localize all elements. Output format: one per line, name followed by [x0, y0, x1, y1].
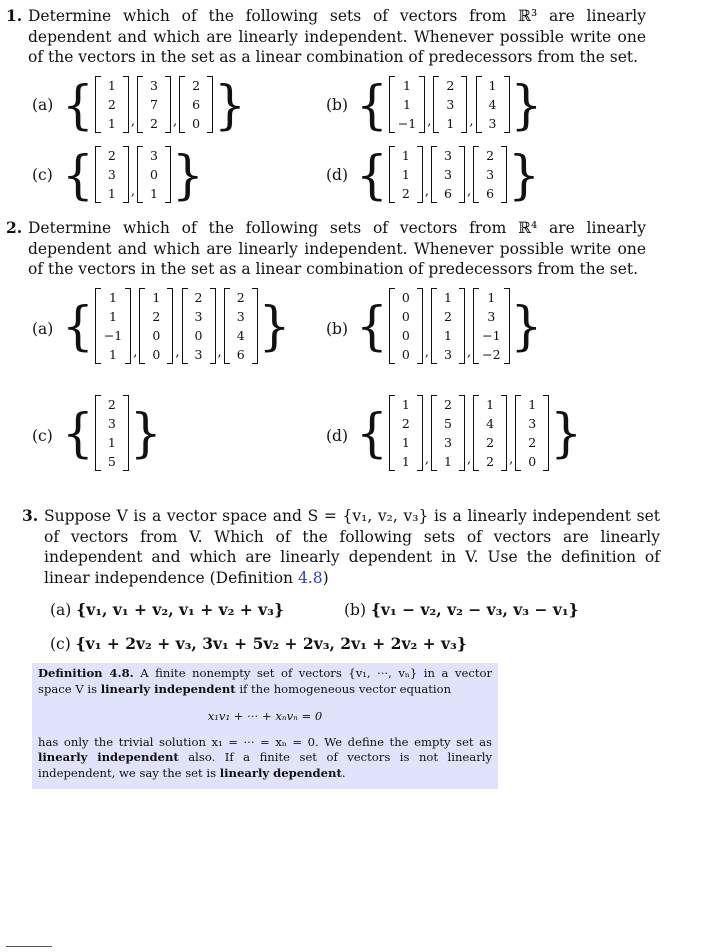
vector-entry: 1: [403, 78, 411, 93]
vector-entry: 7: [149, 97, 158, 112]
definition-term: linearly independent: [100, 681, 236, 696]
definition-term: linearly dependent: [219, 765, 342, 780]
vector-entry: 2: [152, 309, 161, 324]
vector-entry: 1: [401, 167, 410, 182]
definition-title: Definition 4.8.: [38, 666, 134, 680]
vector-entry: 2: [486, 454, 495, 469]
definition-intro: A finite nonempty set of vectors {v₁, ···, vₙ} in a vector space V is: [38, 666, 493, 696]
column-vector: [389, 146, 423, 203]
column-vector: [95, 288, 131, 364]
vector-set: [62, 146, 204, 203]
problem-text: Determine which of the following sets of vectors from ℝ⁴ are linearly dependent and which are linearly independent. Whenever possible write one of the vectors in the set as a linear combination of predecessors from the set.: [28, 219, 646, 278]
right-brace: }: [510, 74, 543, 135]
vector-entry: 1: [401, 454, 410, 469]
vector-entry: 1: [443, 328, 452, 343]
vector-entry: 3: [149, 78, 158, 93]
left-brace: {: [62, 295, 94, 357]
separator-comma: ,: [509, 452, 514, 467]
vector-entry: 3: [149, 148, 158, 163]
separator-comma: ,: [466, 452, 472, 467]
vector-entry: 1: [152, 290, 161, 305]
vector-entry: 1: [488, 78, 497, 93]
vector-entry: 1: [107, 116, 116, 131]
vector-set: [356, 395, 582, 471]
separator-comma: ,: [175, 345, 180, 360]
right-brace: }: [508, 144, 540, 205]
p3-c: [50, 634, 467, 653]
sub-label: (a): [50, 601, 72, 619]
p3-b: [344, 600, 579, 619]
column-vector: [95, 146, 129, 203]
vector-entry: 1: [443, 454, 452, 469]
sub-label: (a): [32, 96, 54, 114]
column-vector: [182, 288, 216, 364]
definition-link[interactable]: 4.8: [297, 568, 323, 587]
vector-entry: 2: [107, 148, 116, 163]
left-brace: {: [356, 402, 388, 464]
vector-entry: 3: [488, 116, 497, 131]
vector-set: [62, 76, 246, 133]
problem-text: [44, 506, 660, 588]
vector-entry: −1: [482, 328, 501, 343]
vector-entry: 1: [401, 397, 410, 412]
vector-entry: 3: [443, 435, 452, 450]
definition-term: linearly independent: [38, 750, 179, 764]
vector-entry: 1: [107, 186, 116, 201]
sub-label: (d): [326, 427, 349, 445]
vector-entry: 4: [488, 97, 497, 112]
column-vector: [433, 76, 467, 133]
column-vector: [137, 76, 171, 133]
definition-body: [32, 663, 498, 781]
problem-number: 2.: [6, 218, 23, 237]
vector-entry: 3: [528, 416, 537, 431]
vector-entry: 1: [446, 116, 455, 131]
problem-number: 3.: [22, 506, 39, 525]
right-brace: }: [214, 74, 246, 135]
separator-comma: ,: [466, 184, 472, 199]
sub-label: (b): [326, 320, 349, 338]
vector-set: [62, 395, 162, 471]
problem-2: [6, 218, 646, 280]
vector-set: [356, 288, 542, 364]
vector-entry: 0: [152, 347, 161, 362]
separator-comma: ,: [130, 114, 135, 129]
sub-label: (c): [32, 166, 53, 184]
left-brace: {: [356, 144, 388, 205]
problem-number: 1.: [6, 6, 23, 25]
problem-3: [22, 506, 660, 588]
footnote-rule: [6, 946, 52, 947]
vector-entry: 2: [149, 116, 158, 131]
vector-set-expression: {v₁ − v₂, v₂ − v₃, v₃ − v₁}: [370, 600, 579, 619]
vector-entry: 1: [109, 309, 117, 324]
vector-entry: 6: [443, 186, 452, 201]
vector-entry: −1: [397, 116, 417, 131]
vector-entry: 4: [236, 328, 245, 343]
vector-entry: 1: [486, 397, 495, 412]
column-vector: [431, 395, 465, 471]
left-brace: {: [356, 74, 388, 135]
vector-entry: 3: [107, 167, 116, 182]
sub-label: (c): [50, 635, 71, 653]
vector-entry: −2: [482, 347, 501, 362]
vector-entry: 3: [194, 347, 203, 362]
vector-entry: 4: [486, 416, 495, 431]
definition-box: [32, 663, 498, 789]
right-brace: }: [129, 402, 162, 464]
vector-entry: 3: [236, 309, 245, 324]
vector-entry: 0: [401, 290, 410, 305]
vector-entry: 6: [486, 186, 495, 201]
vector-entry: 3: [446, 97, 455, 112]
separator-comma: ,: [133, 345, 138, 360]
right-brace: }: [171, 144, 204, 205]
vector-entry: 5: [107, 454, 116, 469]
definition-intro-2: if the homogeneous vector equation: [239, 681, 452, 696]
separator-comma: ,: [172, 114, 178, 129]
vector-entry: 1: [107, 435, 116, 450]
right-brace: }: [258, 295, 291, 357]
vector-entry: 3: [107, 416, 116, 431]
separator-comma: ,: [427, 114, 432, 129]
vector-entry: 0: [401, 328, 410, 343]
vector-entry: 2: [486, 148, 495, 163]
vector-entry: 2: [443, 309, 452, 324]
column-vector: [95, 76, 129, 133]
vector-entry: 2: [443, 397, 452, 412]
definition-equation: x₁v₁ + ··· + xₙvₙ = 0: [207, 709, 323, 723]
vector-entry: 2: [528, 435, 537, 450]
vector-entry: 2: [401, 186, 410, 201]
separator-comma: ,: [424, 452, 429, 467]
vector-entry: 1: [109, 290, 117, 305]
vector-entry: 1: [443, 290, 452, 305]
vector-entry: 5: [443, 416, 452, 431]
right-brace: }: [550, 402, 583, 464]
vector-entry: 2: [107, 97, 116, 112]
definition-body-1: has only the trivial solution x₁ = ··· = xₙ = 0. We define the empty set as: [38, 734, 492, 749]
vector-entry: 6: [236, 347, 245, 362]
vector-entry: 0: [401, 347, 410, 362]
vector-entry: 3: [486, 167, 495, 182]
sub-label: (c): [32, 427, 53, 445]
vector-entry: 1: [528, 397, 537, 412]
separator-comma: ,: [424, 184, 429, 199]
vector-entry: −1: [103, 328, 123, 343]
vector-entry: 0: [194, 328, 203, 343]
separator-comma: ,: [424, 345, 429, 360]
sub-label: (b): [344, 601, 367, 619]
vector-entry: 0: [192, 116, 201, 131]
vector-set: [356, 76, 542, 133]
column-vector: [431, 288, 465, 364]
definition-end: .: [341, 765, 346, 780]
separator-comma: ,: [130, 184, 135, 199]
problem-text: Determine which of the following sets of vectors from ℝ³ are linearly dependent and which are linearly independent. Whenever possible write one of the vectors in the set as a linear combination of predecessors from the set.: [28, 7, 646, 66]
vector-entry: 3: [443, 167, 452, 182]
vector-entry: 2: [192, 78, 201, 93]
vector-entry: 0: [401, 309, 410, 324]
problem-text-main: Suppose V is a vector space and S = {v₁, v₂, v₃} is a linearly independent set of vectors from V. Which of the following sets of vectors are linearly independent and which are linearly dependent in V. Use the definition of linear independence (Definition: [44, 507, 660, 587]
left-brace: {: [62, 144, 94, 205]
column-vector: [389, 76, 425, 133]
vector-entry: 1: [107, 78, 116, 93]
left-brace: {: [356, 295, 388, 357]
column-vector: [179, 76, 213, 133]
separator-comma: ,: [466, 345, 472, 360]
left-brace: {: [62, 74, 94, 135]
vector-entry: 0: [152, 328, 161, 343]
separator-comma: ,: [469, 114, 474, 129]
vector-entry: 1: [403, 97, 411, 112]
vector-entry: 2: [486, 435, 495, 450]
column-vector: [515, 395, 549, 471]
problem-1: [6, 6, 646, 68]
sub-label: (b): [326, 96, 349, 114]
sub-label: (a): [32, 320, 54, 338]
column-vector: [473, 395, 507, 471]
column-vector: [137, 146, 171, 203]
column-vector: [431, 146, 465, 203]
vector-entry: 0: [149, 167, 158, 182]
vector-entry: 2: [194, 290, 203, 305]
vector-entry: 2: [236, 290, 245, 305]
vector-entry: 1: [401, 148, 410, 163]
column-vector: [139, 288, 173, 364]
column-vector: [473, 146, 507, 203]
separator-comma: ,: [217, 345, 222, 360]
sub-label: (d): [326, 166, 349, 184]
column-vector: [95, 395, 129, 471]
vector-entry: 3: [194, 309, 203, 324]
vector-entry: 3: [443, 347, 452, 362]
column-vector: [473, 288, 509, 364]
p3-a: [50, 600, 284, 619]
vector-set: [62, 288, 290, 364]
vector-entry: 1: [401, 435, 410, 450]
problem-text-end: ): [322, 568, 329, 587]
vector-entry: 1: [487, 290, 496, 305]
vector-entry: 2: [401, 416, 410, 431]
column-vector: [476, 76, 510, 133]
vector-set-expression: {v₁ + 2v₂ + v₃, 3v₁ + 5v₂ + 2v₃, 2v₁ + 2v₂ + v₃}: [75, 634, 467, 653]
right-brace: }: [510, 295, 543, 357]
vector-entry: 2: [446, 78, 455, 93]
vector-entry: 2: [107, 397, 116, 412]
column-vector: [224, 288, 258, 364]
vector-entry: 0: [528, 454, 537, 469]
column-vector: [389, 288, 423, 364]
vector-entry: 3: [487, 309, 496, 324]
vector-entry: 1: [109, 347, 117, 362]
vector-set-expression: {v₁, v₁ + v₂, v₁ + v₂ + v₃}: [76, 600, 284, 619]
vector-entry: 1: [149, 186, 158, 201]
vector-set: [356, 146, 540, 203]
vector-entry: 6: [192, 97, 201, 112]
left-brace: {: [62, 402, 94, 464]
definition-body-2: also. If a finite set of vectors is not linearly independent, we say the set is: [38, 750, 493, 780]
column-vector: [389, 395, 423, 471]
vector-entry: 3: [443, 148, 452, 163]
